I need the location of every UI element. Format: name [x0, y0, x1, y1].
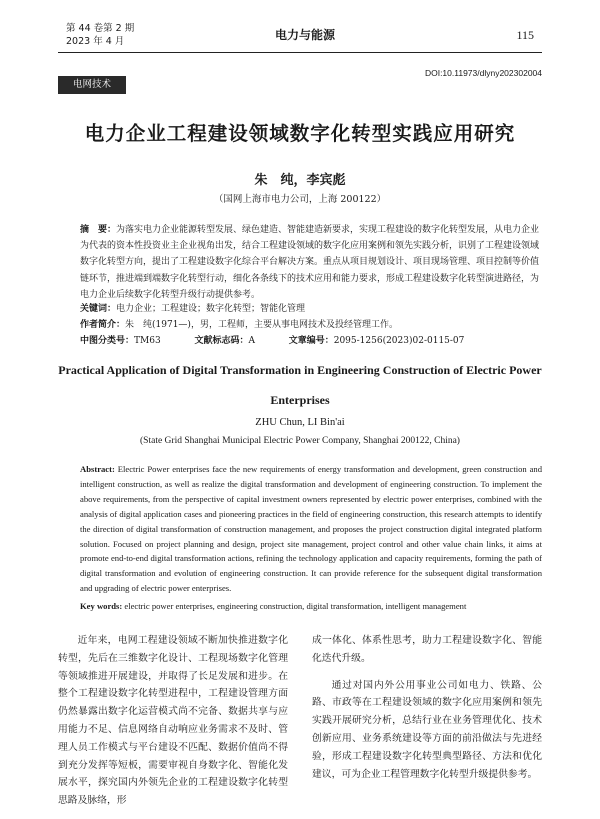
header-rule: [58, 52, 542, 53]
article-no-value: 2095-1256(2023)02-0115-07: [333, 336, 465, 346]
keywords-en: [80, 601, 542, 611]
doc-code-value: A: [248, 336, 255, 346]
authors-en: ZHU Chun, LI Bin'ai: [255, 417, 345, 428]
doi: DOI:10.11973/dlyny202302004: [424, 68, 542, 78]
keywords-en-text: electric power enterprises, engineering construction, digital transformation, intelligent management: [124, 601, 467, 611]
abstract-cn-text: 为落实电力企业能源转型发展、绿色建造、智能建造新要求，实现工程建设的数字化转型发展，从电力企业为代表的资本性投资业主企业视角出发，结合工程建设领域的数字化应用案例和领先实践分析，识别了工程建设领域数字化转型方向，提出了工程建设数字化综合平台解决方案。重点从项目规划设计、项目现场管理、项目控制等价值链环节，推进端到端数字化转型行动，细化各条线下的技术应用和能力要求，形成工程建设数字化转型演进路径，为电力企业后续数字化转型升级行动提供参考。: [80, 225, 540, 300]
clc-label: 中图分类号：: [80, 336, 135, 346]
body-column-right: [312, 632, 542, 783]
journal-issue: 第 44 卷第 2 期: [66, 23, 135, 34]
title-cn: 电力企业工程建设领域数字化转型实践应用研究: [84, 122, 516, 145]
journal-issue-info: [66, 22, 134, 48]
affiliation-cn: （国网上海市电力公司，上海 200122）: [213, 194, 387, 205]
classification-line: [80, 334, 464, 349]
author-info: [80, 318, 398, 333]
keywords-cn-label: 关键词：: [80, 304, 117, 314]
abstract-en-label: Abstract:: [80, 464, 115, 474]
author-info-text: 朱 纯(1971—)，男，工程师，主要从事电网技术及投经管理工作。: [125, 320, 398, 330]
article-no-label: 文章编号：: [288, 336, 334, 346]
clc-value: TM63: [134, 336, 161, 346]
author-info-label: 作者简介：: [80, 320, 126, 330]
journal-name: 电力与能源: [274, 28, 335, 42]
keywords-cn: [80, 302, 305, 317]
keywords-cn-text: 电力企业；工程建设；数字化转型；智能化管理: [116, 304, 306, 314]
authors-cn: 朱 纯，李宾彪: [254, 173, 346, 188]
journal-date: 2023 年 4 月: [66, 36, 125, 47]
page-number: 115: [516, 28, 534, 42]
abstract-en: [80, 462, 542, 596]
body-column-left: [58, 632, 288, 810]
abstract-cn-label: 摘 要：: [80, 225, 117, 235]
body-paragraph: 通过对国内外公用事业公司如电力、铁路、公路、市政等在工程建设领域的数字化应用案例和领先实践开展研究分析，总结行业在业务管理优化、技术创新应用、业务系统建设等方面的前沿做法与先进经验，形成工程建设数字化转型典型路径、方法和优化建议，可为企业工程管理数字化转型升级提供参考。: [312, 679, 542, 780]
affiliation-en: (State Grid Shanghai Municipal Electric Power Company, Shanghai 200122, China): [140, 436, 460, 446]
abstract-en-text: Electric Power enterprises face the new requirements of energy transformation and development, green construction and intelligent construction, as well as realize the digital transformation and development of engineering construction. To implement the above requirements, from the perspective of capital investment owners represented by electric power enterprises, combined with the analysis of digital application cases and pioneering practices in the field of engineering construction, this research attempts to identify the direction of digital transformation of construction management, and proposes the project construction digital integrated platform solution. Focused on project planning and design, project site management, project control and other value chain links, it aims at promote end-to-end digital transformation actions, refining the technology application and capacity requirements, forming the path of digital transformation and evolution of engineering construction. It can provide reference for the subsequent digital transformation and upgrading of electric power enterprises.: [80, 464, 543, 594]
abstract-cn: [80, 222, 542, 303]
body-paragraph: 近年来，电网工程建设领域不断加快推进数字化转型，先后在三维数字化设计、工程现场数字化管理等领域推进开展建设，并取得了长足发展和进步。在整个工程建设数字化转型进程中，工程建设管理方面仍然暴露出数字化运营模式尚不完备、数据共享与应用能力不足、信息网络自动响应业务需求不及时、管理人员工作模式与平台建设不匹配、数据价值尚不得到充分发挥等短板，需要审视自身数字化、智能化发展水平，探究国内外领先企业的工程建设数字化转型思路及脉络，形: [58, 635, 288, 807]
title-en: Practical Application of Digital Transformation in Engineering Construction of Electric Power Enterprises: [58, 363, 542, 407]
keywords-en-label: Key words:: [80, 601, 123, 611]
body-paragraph-continued: 成一体化、体系性思考，助力工程建设数字化、智能化迭代升级。: [312, 635, 542, 664]
column-tag: 电网技术: [58, 76, 126, 94]
doc-code-label: 文献标志码：: [194, 336, 249, 346]
